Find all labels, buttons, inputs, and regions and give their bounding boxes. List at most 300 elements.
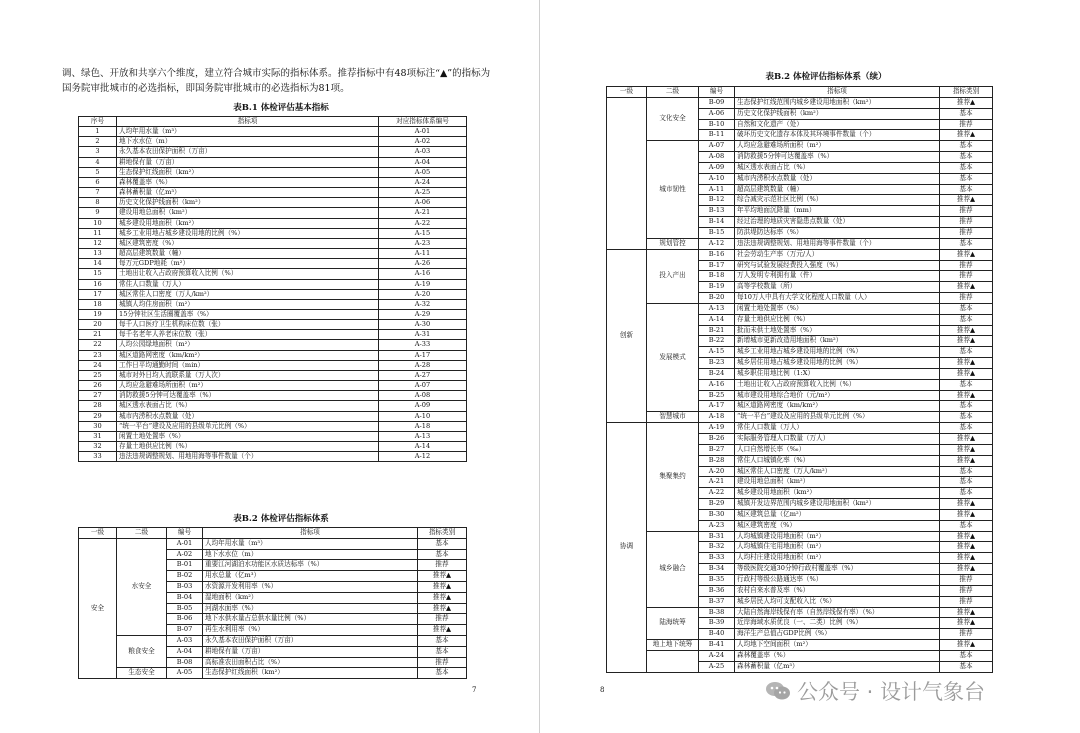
row-code: B-25 xyxy=(699,390,735,401)
row-category: 推荐 xyxy=(418,657,467,668)
row-category: 推荐▲ xyxy=(940,607,993,618)
row-code: A-14 xyxy=(699,314,735,325)
row-category: 推荐▲ xyxy=(940,640,993,651)
table-b2-continued xyxy=(606,86,993,673)
row-index: 10 xyxy=(79,218,117,228)
row-code: A-24 xyxy=(379,177,467,187)
row-indicator: 闲置土地处置率（%） xyxy=(117,431,379,441)
row-indicator: 城区建筑密度（%） xyxy=(117,238,379,248)
row-code: A-23 xyxy=(379,238,467,248)
table-row xyxy=(79,177,467,187)
row-indicator: 城乡居住用地占城乡建设用地的比例（%） xyxy=(735,358,940,369)
row-code: B-07 xyxy=(167,625,203,636)
table-row xyxy=(79,249,467,259)
row-indicator: 消防救援5分钟可达覆盖率（%） xyxy=(117,391,379,401)
row-code: A-20 xyxy=(699,466,735,477)
row-indicator: 常住人口数量（万人） xyxy=(117,279,379,289)
row-indicator: 违法违规调整规划、用地用海等事件数量（个） xyxy=(735,238,940,249)
row-code: B-21 xyxy=(699,325,735,336)
level2-cell: 城市韧性 xyxy=(647,141,699,239)
row-code: B-13 xyxy=(699,206,735,217)
row-code: A-17 xyxy=(699,401,735,412)
row-category: 推荐▲ xyxy=(940,542,993,553)
table-row xyxy=(79,431,467,441)
row-indicator: 经过治理的地质灾害隐患点数量（处） xyxy=(735,217,940,228)
row-category: 基本 xyxy=(940,520,993,531)
page-8 xyxy=(600,0,1046,733)
row-indicator: 城市对外日均人流联系量（万人次） xyxy=(117,370,379,380)
row-code: A-21 xyxy=(699,477,735,488)
table-row xyxy=(607,640,993,651)
row-index: 13 xyxy=(79,249,117,259)
row-code: A-02 xyxy=(167,549,203,560)
row-code: B-37 xyxy=(699,596,735,607)
row-index: 29 xyxy=(79,411,117,421)
row-index: 23 xyxy=(79,350,117,360)
row-code: B-40 xyxy=(699,629,735,640)
t3-header-level1: 一级 xyxy=(607,87,647,98)
row-category: 推荐▲ xyxy=(940,97,993,108)
row-category: 推荐▲ xyxy=(940,553,993,564)
row-indicator: 城镇开发边界范围内城乡建设用地面积（km²） xyxy=(735,499,940,510)
row-indicator: 生态保护红线面积（km²） xyxy=(117,167,379,177)
row-code: A-18 xyxy=(379,421,467,431)
row-indicator: 历史文化保护线面积（km²） xyxy=(117,198,379,208)
row-code: A-05 xyxy=(379,167,467,177)
table-row xyxy=(607,650,993,661)
row-code: A-22 xyxy=(699,488,735,499)
row-index: 16 xyxy=(79,279,117,289)
row-category: 基本 xyxy=(940,423,993,434)
row-code: A-03 xyxy=(379,147,467,157)
row-indicator: 地下水水位（m） xyxy=(203,549,418,560)
watermark-text: 公众号 · 设计气象台 xyxy=(797,680,986,704)
row-code: A-13 xyxy=(379,431,467,441)
row-category: 基本 xyxy=(418,668,467,679)
row-category: 基本 xyxy=(940,184,993,195)
row-code: B-04 xyxy=(167,592,203,603)
row-indicator: 城乡职住用地比例（1:X） xyxy=(735,368,940,379)
row-code: B-26 xyxy=(699,434,735,445)
row-index: 27 xyxy=(79,391,117,401)
table-row xyxy=(607,141,993,152)
table-row xyxy=(79,259,467,269)
row-indicator: 人口自然增长率（‰） xyxy=(735,444,940,455)
row-category: 推荐▲ xyxy=(940,618,993,629)
row-index: 21 xyxy=(79,330,117,340)
page-number-8: 8 xyxy=(600,686,605,694)
table-row xyxy=(79,411,467,421)
row-indicator: 社会劳动生产率（万元/人） xyxy=(735,249,940,260)
row-category: 推荐▲ xyxy=(940,531,993,542)
row-category: 基本 xyxy=(940,141,993,152)
row-code: B-31 xyxy=(699,531,735,542)
row-code: B-27 xyxy=(699,444,735,455)
row-category: 基本 xyxy=(940,108,993,119)
row-indicator: 城乡建设用地面积（km²） xyxy=(117,218,379,228)
t1-header-index: 序号 xyxy=(79,117,117,127)
row-index: 28 xyxy=(79,401,117,411)
row-indicator: 破坏历史文化遗存本体及其环境事件数量（个） xyxy=(735,130,940,141)
row-index: 1 xyxy=(79,127,117,137)
table-row xyxy=(79,401,467,411)
table-row xyxy=(79,137,467,147)
row-indicator: 海洋生产总值占GDP比例（%） xyxy=(735,629,940,640)
row-category: 推荐▲ xyxy=(940,325,993,336)
row-index: 7 xyxy=(79,188,117,198)
row-code: A-32 xyxy=(379,299,467,309)
row-category: 基本 xyxy=(940,412,993,423)
row-code: A-15 xyxy=(379,228,467,238)
row-category: 推荐 xyxy=(940,271,993,282)
table-row xyxy=(79,381,467,391)
row-indicator: 综合减灾示范社区比例（%） xyxy=(735,195,940,206)
row-index: 19 xyxy=(79,309,117,319)
row-indicator: 地下水水位（m） xyxy=(117,137,379,147)
row-code: A-31 xyxy=(379,330,467,340)
row-code: A-18 xyxy=(699,412,735,423)
row-index: 4 xyxy=(79,157,117,167)
table-row xyxy=(79,269,467,279)
row-code: A-16 xyxy=(379,269,467,279)
row-code: A-25 xyxy=(379,188,467,198)
row-indicator: 研究与试验发展经费投入强度（%） xyxy=(735,260,940,271)
row-category: 推荐▲ xyxy=(418,625,467,636)
row-code: B-33 xyxy=(699,553,735,564)
table-b1-caption: 表B.1 体检评估基本指标 xyxy=(233,103,329,113)
level2-cell: 智慧城市 xyxy=(647,412,699,423)
row-index: 31 xyxy=(79,431,117,441)
table-row xyxy=(79,218,467,228)
t2-header-code: 编号 xyxy=(167,528,203,539)
row-category: 推荐 xyxy=(940,206,993,217)
row-category: 推荐 xyxy=(940,119,993,130)
wechat-icon xyxy=(765,680,791,702)
row-indicator: 大陆自然海岸线保有率（自然岸线保有率）（%） xyxy=(735,607,940,618)
row-indicator: 闲置土地处置率（%） xyxy=(735,303,940,314)
level1-cell xyxy=(607,97,647,249)
row-code: B-38 xyxy=(699,607,735,618)
row-code: A-16 xyxy=(699,379,735,390)
row-category: 基本 xyxy=(940,314,993,325)
row-code: A-29 xyxy=(379,309,467,319)
row-indicator: 每千名老年人养老床位数（张） xyxy=(117,330,379,340)
row-category: 基本 xyxy=(418,538,467,549)
row-code: A-23 xyxy=(699,520,735,531)
row-code: A-01 xyxy=(167,538,203,549)
row-code: A-26 xyxy=(379,259,467,269)
row-indicator: 存量土地供应比例（%） xyxy=(117,442,379,452)
row-indicator: 人均地下空间面积（m²） xyxy=(735,640,940,651)
row-code: B-39 xyxy=(699,618,735,629)
row-indicator: 水资源开发利用率（%） xyxy=(203,581,418,592)
intro-paragraph: 调、绿色、开放和共享六个维度，建立符合城市实际的指标体系。推荐指标中有48项标注“▲”的指标为国务院审批城市的必选指标，即国务院审批城市的必选指标为81项。 xyxy=(62,68,491,94)
row-code: A-10 xyxy=(699,173,735,184)
row-code: A-01 xyxy=(379,127,467,137)
level2-cell: 地上地下统筹 xyxy=(647,640,699,651)
row-index: 8 xyxy=(79,198,117,208)
row-indicator: 城乡建设用地面积（km²） xyxy=(735,488,940,499)
row-indicator: 地下水供水量占总供水量比例（%） xyxy=(203,614,418,625)
level2-cell: 陆海统筹 xyxy=(647,607,699,640)
row-indicator: 万人发明专利拥有量（件） xyxy=(735,271,940,282)
row-indicator: 近岸海域水质优良（一、二类）比例（%） xyxy=(735,618,940,629)
row-code: A-07 xyxy=(379,381,467,391)
table-row xyxy=(79,330,467,340)
row-indicator: 森林蓄积量（亿m³） xyxy=(117,188,379,198)
row-category: 推荐▲ xyxy=(940,195,993,206)
row-indicator: 常住人口数量（万人） xyxy=(735,423,940,434)
row-index: 18 xyxy=(79,299,117,309)
table-row xyxy=(607,303,993,314)
table-row xyxy=(607,531,993,542)
row-index: 32 xyxy=(79,442,117,452)
row-code: A-04 xyxy=(167,646,203,657)
row-category: 基本 xyxy=(940,466,993,477)
row-code: B-19 xyxy=(699,282,735,293)
row-code: A-09 xyxy=(699,162,735,173)
watermark xyxy=(765,676,985,706)
row-index: 30 xyxy=(79,421,117,431)
row-indicator: 超高层建筑数量（幢） xyxy=(117,249,379,259)
row-indicator: 消防救援5分钟可达覆盖率（%） xyxy=(735,152,940,163)
row-indicator: 耕地保有量（万亩） xyxy=(203,646,418,657)
table-row xyxy=(79,238,467,248)
row-category: 推荐 xyxy=(940,293,993,304)
row-category: 基本 xyxy=(418,549,467,560)
row-index: 6 xyxy=(79,177,117,187)
row-indicator: 耕地保有量（万亩） xyxy=(117,157,379,167)
row-index: 15 xyxy=(79,269,117,279)
level2-cell: 投入产出 xyxy=(647,249,699,303)
t3-header-category: 指标类别 xyxy=(940,87,993,98)
row-indicator: 湿地面积（km²） xyxy=(203,592,418,603)
row-indicator: 城市内涝积水点数量（处） xyxy=(117,411,379,421)
row-indicator: 高等学校数量（所） xyxy=(735,282,940,293)
row-indicator: “统一平台”建设及应用的县级单元比例（%） xyxy=(117,421,379,431)
row-category: 推荐▲ xyxy=(418,571,467,582)
table-row xyxy=(79,538,467,549)
row-code: A-17 xyxy=(379,350,467,360)
t1-header-item: 指标项 xyxy=(117,117,379,127)
row-indicator: 自然和文化遗产（处） xyxy=(735,119,940,130)
row-category: 基本 xyxy=(940,401,993,412)
t2-header-category: 指标类别 xyxy=(418,528,467,539)
table-row xyxy=(79,668,467,679)
table-row xyxy=(607,607,993,618)
row-code: A-21 xyxy=(379,208,467,218)
row-code: B-35 xyxy=(699,574,735,585)
row-category: 推荐 xyxy=(940,629,993,640)
level1-cell: 安全 xyxy=(79,538,117,678)
row-category: 推荐▲ xyxy=(940,434,993,445)
row-indicator: 人均村庄建设用地面积（m²） xyxy=(735,553,940,564)
table-row xyxy=(607,97,993,108)
row-category: 推荐▲ xyxy=(940,282,993,293)
row-indicator: 生态保护红线范围内城乡建设用地面积（km²） xyxy=(735,97,940,108)
table-row xyxy=(607,238,993,249)
row-index: 9 xyxy=(79,208,117,218)
table-row xyxy=(79,391,467,401)
row-code: B-09 xyxy=(699,97,735,108)
level2-cell: 集聚集约 xyxy=(647,423,699,531)
level2-cell: 生态安全 xyxy=(117,668,167,679)
t1-header-code: 对应指标体系编号 xyxy=(379,117,467,127)
row-indicator: 批而未供土地处置率（%） xyxy=(735,325,940,336)
row-indicator: 历史文化保护线面积（km²） xyxy=(735,108,940,119)
row-indicator: 用水总量（亿m³） xyxy=(203,571,418,582)
row-indicator: 永久基本农田保护面积（万亩） xyxy=(203,635,418,646)
row-category: 推荐 xyxy=(940,227,993,238)
row-code: A-10 xyxy=(379,411,467,421)
row-indicator: 农村自来水普及率（%） xyxy=(735,585,940,596)
row-indicator: 人均应急避难场所面积（m²） xyxy=(735,141,940,152)
row-code: A-19 xyxy=(699,423,735,434)
row-indicator: 城区道路网密度（km/km²） xyxy=(117,350,379,360)
t3-header-level2: 二级 xyxy=(647,87,699,98)
row-indicator: “统一平台”建设及应用的县级单元比例（%） xyxy=(735,412,940,423)
row-indicator: 城区透水表面占比（%） xyxy=(117,401,379,411)
row-code: A-06 xyxy=(379,198,467,208)
row-code: B-05 xyxy=(167,603,203,614)
row-index: 3 xyxy=(79,147,117,157)
row-code: B-11 xyxy=(699,130,735,141)
table-row xyxy=(79,309,467,319)
table-row xyxy=(79,340,467,350)
row-indicator: 超高层建筑数量（幢） xyxy=(735,184,940,195)
table-b2-caption: 表B.2 体检评估指标体系 xyxy=(233,514,329,524)
level2-cell: 文化安全 xyxy=(647,97,699,140)
row-indicator: 城乡工业用地占城乡建设用地的比例（%） xyxy=(117,228,379,238)
row-code: B-20 xyxy=(699,293,735,304)
row-code: B-23 xyxy=(699,358,735,369)
row-code: B-02 xyxy=(167,571,203,582)
row-category: 基本 xyxy=(940,347,993,358)
row-indicator: 城区道路网密度（km/km²） xyxy=(735,401,940,412)
table-b2 xyxy=(78,527,467,679)
table-row xyxy=(79,299,467,309)
row-category: 基本 xyxy=(418,635,467,646)
row-indicator: 城区建筑总量（亿m²） xyxy=(735,509,940,520)
table-row xyxy=(607,412,993,423)
row-category: 基本 xyxy=(940,152,993,163)
row-indicator: 河湖水面率（%） xyxy=(203,603,418,614)
table-b2-cont-caption: 表B.2 体检评估指标体系（续） xyxy=(765,72,887,82)
row-category: 基本 xyxy=(940,173,993,184)
row-indicator: 建设用地总面积（km²） xyxy=(117,208,379,218)
t3-header-code: 编号 xyxy=(699,87,735,98)
row-category: 基本 xyxy=(940,650,993,661)
table-row xyxy=(79,188,467,198)
table-row xyxy=(79,320,467,330)
row-category: 基本 xyxy=(940,488,993,499)
table-row xyxy=(79,442,467,452)
row-category: 推荐 xyxy=(418,560,467,571)
row-code: A-09 xyxy=(379,401,467,411)
row-code: A-14 xyxy=(379,442,467,452)
row-category: 推荐▲ xyxy=(940,358,993,369)
row-code: B-17 xyxy=(699,260,735,271)
row-indicator: 人均年用水量（m³） xyxy=(117,127,379,137)
row-code: A-02 xyxy=(379,137,467,147)
row-code: B-32 xyxy=(699,542,735,553)
row-code: B-14 xyxy=(699,217,735,228)
row-code: A-08 xyxy=(379,391,467,401)
page-number-7: 7 xyxy=(472,686,477,694)
level2-cell xyxy=(647,650,699,672)
table-row xyxy=(79,360,467,370)
table-row xyxy=(79,208,467,218)
row-index: 5 xyxy=(79,167,117,177)
row-category: 基本 xyxy=(940,238,993,249)
row-category: 推荐 xyxy=(940,260,993,271)
row-code: B-01 xyxy=(167,560,203,571)
t2-header-item: 指标项 xyxy=(203,528,418,539)
table-row xyxy=(79,198,467,208)
row-category: 推荐 xyxy=(940,574,993,585)
row-code: A-07 xyxy=(699,141,735,152)
row-category: 推荐▲ xyxy=(940,444,993,455)
row-indicator: 森林蓄积量（亿m³） xyxy=(735,661,940,672)
table-row xyxy=(79,279,467,289)
row-code: B-24 xyxy=(699,368,735,379)
row-code: B-36 xyxy=(699,585,735,596)
row-category: 推荐▲ xyxy=(940,336,993,347)
row-index: 2 xyxy=(79,137,117,147)
row-indicator: 人均城镇住宅用地面积（m²） xyxy=(735,542,940,553)
row-code: B-08 xyxy=(167,657,203,668)
table-b1 xyxy=(78,116,467,462)
row-indicator: 行政村等级公路通达率（%） xyxy=(735,574,940,585)
row-category: 推荐▲ xyxy=(940,390,993,401)
row-indicator: 每万元GDP地耗（m²） xyxy=(117,259,379,269)
row-code: A-12 xyxy=(379,452,467,462)
row-indicator: 城区常住人口密度（万人/km²） xyxy=(117,289,379,299)
row-code: A-28 xyxy=(379,360,467,370)
row-code: A-33 xyxy=(379,340,467,350)
level1-cell: 协调 xyxy=(607,423,647,672)
row-code: A-27 xyxy=(379,370,467,380)
row-indicator: 常住人口城镇化率（%） xyxy=(735,455,940,466)
row-category: 基本 xyxy=(940,477,993,488)
row-indicator: 永久基本农田保护面积（万亩） xyxy=(117,147,379,157)
level2-cell: 规划管控 xyxy=(647,238,699,249)
row-indicator: 森林覆盖率（%） xyxy=(735,650,940,661)
table-row xyxy=(79,167,467,177)
row-code: B-29 xyxy=(699,499,735,510)
level1-cell: 创新 xyxy=(607,249,647,423)
table-row xyxy=(79,421,467,431)
row-category: 推荐▲ xyxy=(940,564,993,575)
row-code: A-15 xyxy=(699,347,735,358)
table-row xyxy=(79,289,467,299)
row-code: B-06 xyxy=(167,614,203,625)
row-index: 14 xyxy=(79,259,117,269)
level2-cell: 粮食安全 xyxy=(117,635,167,667)
row-indicator: 每10万人中具有大学文化程度人口数量（人） xyxy=(735,293,940,304)
row-indicator: 人均城镇建设用地面积（m²） xyxy=(735,531,940,542)
row-indicator: 森林覆盖率（%） xyxy=(117,177,379,187)
row-indicator: 人均年用水量（m³） xyxy=(203,538,418,549)
table-row xyxy=(79,635,467,646)
table-row xyxy=(79,452,467,462)
t3-header-item: 指标项 xyxy=(735,87,940,98)
row-code: A-20 xyxy=(379,289,467,299)
row-index: 33 xyxy=(79,452,117,462)
row-category: 推荐▲ xyxy=(418,581,467,592)
table-row xyxy=(79,157,467,167)
row-indicator: 土地出让收入占政府预算收入比例（%） xyxy=(735,379,940,390)
